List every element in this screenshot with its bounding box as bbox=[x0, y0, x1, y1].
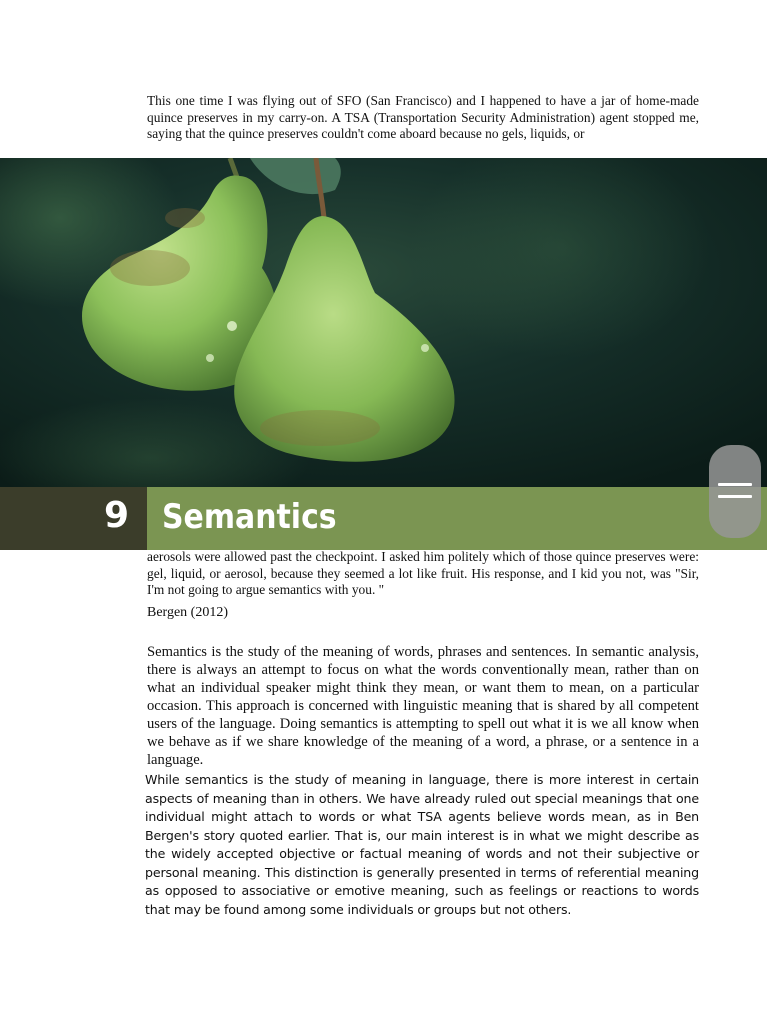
chapter-number-box bbox=[0, 487, 147, 550]
pears-photo bbox=[0, 158, 767, 487]
quote-text-part-1: This one time I was flying out of SFO (San Francisco) and I happened to have a jar of home-made quince preserves in my carry-on. A TSA (Transportation Security Administration) agent stopped me, saying that the quince preserves couldn't come aboard because no gels, liquids, or bbox=[147, 93, 699, 141]
quote-text-part-2: aerosols were allowed past the checkpoint. I asked him politely which of those quince preserves were: gel, liquid, or aerosol, because they seemed a lot like fruit. His response, and I kid you not, was "Sir, I'm not going to argue semantics with you. " bbox=[147, 549, 699, 597]
chapter-number: 9 bbox=[103, 495, 129, 536]
chapter-title-box bbox=[147, 487, 767, 550]
paragraph-1: Semantics is the study of the meaning of words, phrases and sentences. In semantic analysis, there is always an attempt to focus on what the words conventionally mean, rather than on what an individual speaker might think they mean, or want them to mean, on a particular occasion. This approach is concerned with linguistic meaning that is shared by all competent users of the language. Doing semantics is attempting to spell out what it is we all know when we behave as if we share knowledge of the meaning of a word, a phrase, or a sentence in a language. bbox=[147, 644, 699, 768]
menu-button[interactable] bbox=[709, 445, 761, 538]
chapter-title-bar bbox=[0, 487, 767, 550]
quote-citation: Bergen (2012) bbox=[147, 605, 228, 620]
chapter-title: Semantics bbox=[162, 497, 337, 537]
chapter-banner bbox=[0, 158, 767, 550]
paragraph-2: While semantics is the study of meaning in language, there is more interest in certain aspects of meaning than in others. We have already ruled out special meanings that one individual might attach to words or what TSA agents believe words mean, as in Ben Bergen's story quoted earlier. That is, our main interest is in what we might describe as the widely accepted objective or factual meaning of words and not their subjective or personal meaning. This distinction is generally presented in terms of referential meaning as opposed to associative or emotive meaning, such as feelings or reactions to words that may be found among some individuals or groups but not others. bbox=[145, 772, 699, 917]
